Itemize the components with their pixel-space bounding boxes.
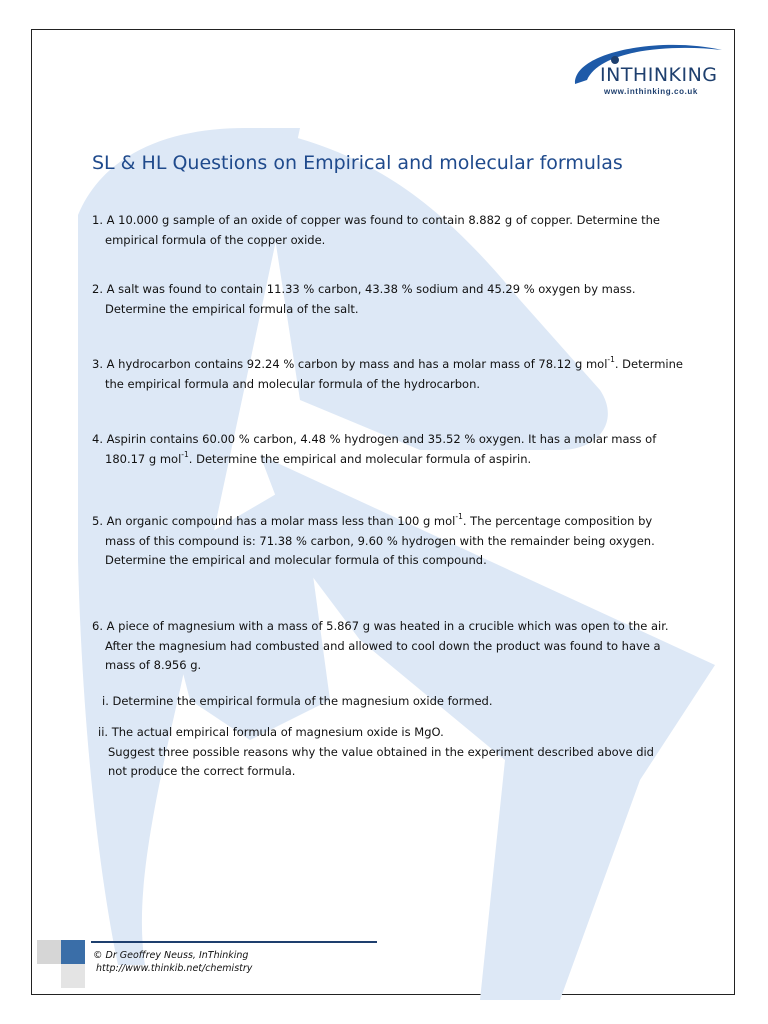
question-4-superscript: -1 <box>181 449 189 459</box>
question-3-line-1-text: 3. A hydrocarbon contains 92.24 % carbon by mass and has a molar mass of 78.12 g mol <box>92 357 608 371</box>
question-2-line-1: 2. A salt was found to contain 11.33 % carbon, 43.38 % sodium and 45.29 % oxygen by mass. <box>92 282 636 296</box>
question-4-line-2 <box>92 450 692 470</box>
inthinking-logo <box>570 40 730 102</box>
page-title: SL & HL Questions on Empirical and molecular formulas <box>92 152 623 174</box>
question-1-line-1: 1. A 10.000 g sample of an oxide of copper was found to contain 8.882 g of copper. Determine the <box>92 213 660 227</box>
footer <box>93 949 252 975</box>
footer-square-grey <box>37 940 61 964</box>
footer-copyright: © Dr Geoffrey Neuss, InThinking <box>93 950 249 961</box>
question-5-superscript: -1 <box>455 512 463 522</box>
question-2-line-2: Determine the empirical formula of the salt. <box>105 301 359 316</box>
question-4-line-1: 4. Aspirin contains 60.00 % carbon, 4.48 % hydrogen and 35.52 % oxygen. It has a molar mass of <box>92 432 657 446</box>
subquestion-ii-line-1: ii. The actual empirical formula of magnesium oxide is MgO. <box>98 725 444 739</box>
question-5-line-1-text: 5. An organic compound has a molar mass less than 100 g mol <box>92 514 456 528</box>
question-3-line-2: the empirical formula and molecular formula of the hydrocarbon. <box>105 376 481 391</box>
logo-url-text: www.inthinking.co.uk <box>604 87 698 96</box>
question-5 <box>92 512 692 571</box>
question-6-line-2: After the magnesium had combusted and allowed to cool down the product was found to have a <box>105 638 661 653</box>
question-1-line-2: empirical formula of the copper oxide. <box>105 232 326 247</box>
question-4 <box>92 430 692 469</box>
subquestion-i-text: i. Determine the empirical formula of the magnesium oxide formed. <box>102 694 493 708</box>
logo-brand-text: INTHINKING <box>600 64 718 86</box>
question-5-line-1-end: . The percentage composition by <box>462 514 653 528</box>
question-2 <box>92 280 692 319</box>
question-4-line-2-text: 180.17 g mol <box>105 451 182 466</box>
question-1 <box>92 211 692 250</box>
subquestion-ii <box>98 723 678 782</box>
footer-divider <box>91 941 377 943</box>
subquestion-ii-line-2: Suggest three possible reasons why the value obtained in the experiment described above did <box>108 744 654 759</box>
question-6-line-1: 6. A piece of magnesium with a mass of 5.867 g was heated in a crucible which was open to the air. <box>92 619 669 633</box>
subquestion-ii-line-3: not produce the correct formula. <box>108 764 296 778</box>
question-3-superscript: -1 <box>607 355 615 365</box>
question-5-line-3: Determine the empirical and molecular formula of this compound. <box>105 553 487 567</box>
footer-square-blue <box>61 940 85 964</box>
footer-square-grey <box>61 964 85 988</box>
question-3-line-1-end: . Determine <box>614 357 683 371</box>
question-5-line-1 <box>92 514 652 528</box>
question-3-line-1 <box>92 357 683 371</box>
question-4-line-2-end: . Determine the empirical and molecular formula of aspirin. <box>188 451 532 466</box>
question-6-line-3: mass of 8.956 g. <box>105 658 202 672</box>
question-5-line-2: mass of this compound is: 71.38 % carbon, 9.60 % hydrogen with the remainder being oxygen. <box>105 533 655 548</box>
footer-url: http://www.thinkib.net/chemistry <box>96 963 253 974</box>
subquestion-i <box>102 692 682 712</box>
question-6 <box>92 617 692 676</box>
question-3 <box>92 355 692 394</box>
